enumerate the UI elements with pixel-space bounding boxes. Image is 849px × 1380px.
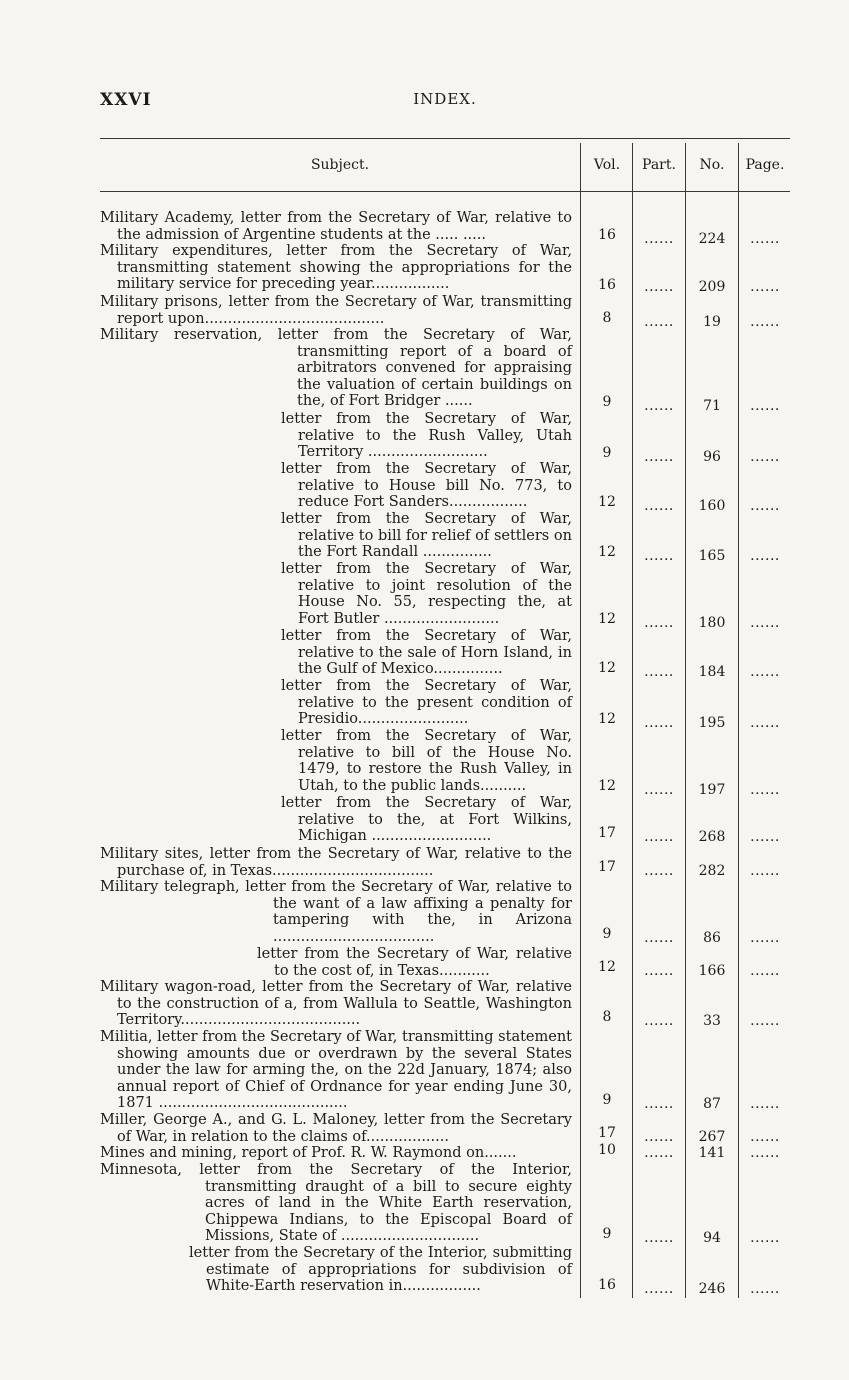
entry-part: ...... <box>644 664 674 680</box>
entry-page: ...... <box>750 1013 780 1029</box>
entry-no: 209 <box>698 279 726 295</box>
entry-page: ...... <box>750 1145 780 1161</box>
top-rule <box>100 138 790 139</box>
entry-subject: Military wagon-road, letter from the Secretary of War, relative to the construction of a, from Wallula to Seattle, Washington Territory....................................... <box>100 979 572 1029</box>
entry-page: ...... <box>750 782 780 798</box>
entry-subject: Military telegraph, letter from the Secretary of War, relative to the want of a law affixing a penalty for tampering with the, in Arizona ................................... <box>100 879 572 945</box>
entry-vol: 12 <box>598 711 616 727</box>
entry-no: 165 <box>698 548 726 564</box>
entry-page: ...... <box>750 930 780 946</box>
entry-subject: Military reservation, letter from the Secretary of War, transmitting report of a board of arbitrators convened for appraising the valuation of certain buildings on the, of Fort Bridger ...... <box>100 327 572 410</box>
entry-subject: letter from the Secretary of the Interior, submitting estimate of appropriations for subdivision of White-Earth reservation in................. <box>189 1245 572 1295</box>
entry-page: ...... <box>750 498 780 514</box>
entry-no: 94 <box>703 1230 721 1246</box>
entry-part: ...... <box>644 1129 674 1145</box>
entry-part: ...... <box>644 279 674 295</box>
entry-no: 268 <box>698 829 726 845</box>
entry-subject: Military prisons, letter from the Secretary of War, transmitting report upon....................................... <box>100 294 572 327</box>
entry-page: ...... <box>750 963 780 979</box>
column-divider <box>580 143 581 1298</box>
entry-vol: 16 <box>598 277 616 293</box>
vol-column-header: Vol. <box>593 157 621 173</box>
entry-part: ...... <box>644 498 674 514</box>
entry-page: ...... <box>750 314 780 330</box>
entry-part: ...... <box>644 1281 674 1297</box>
entry-page: ...... <box>750 449 780 465</box>
entry-vol: 16 <box>598 1277 616 1293</box>
entry-vol: 16 <box>598 227 616 243</box>
entry-part: ...... <box>644 548 674 564</box>
entry-vol: 17 <box>598 825 616 841</box>
entry-vol: 10 <box>598 1142 616 1158</box>
entry-no: 224 <box>698 231 726 247</box>
entry-no: 33 <box>703 1013 721 1029</box>
no-column-header: No. <box>699 157 725 173</box>
entry-page: ...... <box>750 829 780 845</box>
entry-subject: letter from the Secretary of War, relative to bill of the House No. 1479, to restore the Rush Valley, in Utah, to the public lands.......... <box>281 728 572 794</box>
entry-subject: Minnesota, letter from the Secretary of the Interior, transmitting draught of a bill to secure eighty acres of land in the White Earth reservation, Chippewa Indians, to the Episcopal Board of Missions, State of .............................. <box>100 1162 572 1245</box>
entry-no: 19 <box>703 314 721 330</box>
entry-part: ...... <box>644 963 674 979</box>
entry-no: 166 <box>698 963 726 979</box>
entry-page: ...... <box>750 1096 780 1112</box>
entry-part: ...... <box>644 449 674 465</box>
entry-vol: 17 <box>598 859 616 875</box>
entry-page: ...... <box>750 1230 780 1246</box>
entry-subject: Military expenditures, letter from the Secretary of War, transmitting statement showing the appropriations for the military service for preceding year................. <box>100 243 572 293</box>
entry-page: ...... <box>750 615 780 631</box>
entry-vol: 12 <box>598 778 616 794</box>
entry-part: ...... <box>644 782 674 798</box>
subject-column-header: Subject. <box>310 157 370 173</box>
entry-vol: 12 <box>598 544 616 560</box>
entry-no: 180 <box>698 615 726 631</box>
entry-page: ...... <box>750 863 780 879</box>
entry-no: 71 <box>703 398 721 414</box>
part-column-header: Part. <box>642 157 676 173</box>
entry-subject: Military sites, letter from the Secretary of War, relative to the purchase of, in Texas................................... <box>100 846 572 879</box>
entry-part: ...... <box>644 829 674 845</box>
header-bottom-rule <box>100 191 790 192</box>
entry-part: ...... <box>644 715 674 731</box>
entry-vol: 8 <box>602 1009 612 1025</box>
entry-page: ...... <box>750 664 780 680</box>
page-header <box>100 90 790 114</box>
entry-vol: 9 <box>602 445 612 461</box>
entry-subject: letter from the Secretary of War, relative to joint resolution of the House No. 55, respecting the, at Fort Butler ......................... <box>281 561 572 627</box>
entry-subject: Military Academy, letter from the Secretary of War, relative to the admission of Argentine students at the ..... ..... <box>100 210 572 243</box>
entry-page: ...... <box>750 1281 780 1297</box>
entry-vol: 9 <box>602 926 612 942</box>
page-number: XXVI <box>100 90 152 110</box>
entry-vol: 9 <box>602 1226 612 1242</box>
entry-part: ...... <box>644 1013 674 1029</box>
entry-no: 195 <box>698 715 726 731</box>
entry-no: 96 <box>703 449 721 465</box>
entry-no: 267 <box>698 1129 726 1145</box>
entry-subject: letter from the Secretary of War, relative to the present condition of Presidio........................ <box>281 678 572 728</box>
entry-page: ...... <box>750 231 780 247</box>
entry-part: ...... <box>644 930 674 946</box>
entry-part: ...... <box>644 615 674 631</box>
entry-vol: 17 <box>598 1125 616 1141</box>
entry-vol: 9 <box>602 394 612 410</box>
entry-part: ...... <box>644 314 674 330</box>
entry-subject: letter from the Secretary of War, relative to the cost of, in Texas........... <box>257 946 572 979</box>
entry-part: ...... <box>644 1145 674 1161</box>
entry-part: ...... <box>644 231 674 247</box>
entry-page: ...... <box>750 279 780 295</box>
entry-page: ...... <box>750 1129 780 1145</box>
page-column-header: Page. <box>745 157 785 173</box>
entry-no: 160 <box>698 498 726 514</box>
entry-subject: letter from the Secretary of War, relative to the, at Fort Wilkins, Michigan .......................... <box>281 795 572 845</box>
entry-no: 87 <box>703 1096 721 1112</box>
entry-part: ...... <box>644 398 674 414</box>
entry-page: ...... <box>750 715 780 731</box>
entry-subject: letter from the Secretary of War, relative to House bill No. 773, to reduce Fort Sanders................. <box>281 461 572 511</box>
entry-vol: 12 <box>598 959 616 975</box>
entry-subject: letter from the Secretary of War, relative to the Rush Valley, Utah Territory .......................... <box>281 411 572 461</box>
entry-no: 141 <box>698 1145 726 1161</box>
entry-no: 86 <box>703 930 721 946</box>
page-title: INDEX. <box>413 90 477 108</box>
entry-subject: Militia, letter from the Secretary of War, transmitting statement showing amounts due or overdrawn by the several States under the law for arming the, on the 22d January, 1874; also annual report of Chief of Ordnance for year ending June 30, 1871 ......................................... <box>100 1029 572 1112</box>
entry-no: 197 <box>698 782 726 798</box>
entry-subject: letter from the Secretary of War, relative to bill for relief of settlers on the Fort Randall ............... <box>281 511 572 561</box>
entry-vol: 9 <box>602 1092 612 1108</box>
entry-subject: Miller, George A., and G. L. Maloney, letter from the Secretary of War, in relation to the claims of.................. <box>100 1112 572 1145</box>
entry-no: 246 <box>698 1281 726 1297</box>
entry-part: ...... <box>644 1230 674 1246</box>
entry-subject: Mines and mining, report of Prof. R. W. Raymond on....... <box>100 1145 517 1161</box>
entry-part: ...... <box>644 1096 674 1112</box>
entry-vol: 12 <box>598 611 616 627</box>
entry-page: ...... <box>750 398 780 414</box>
entry-vol: 8 <box>602 310 612 326</box>
entry-vol: 12 <box>598 494 616 510</box>
entry-no: 184 <box>698 664 726 680</box>
entry-part: ...... <box>644 863 674 879</box>
entry-no: 282 <box>698 863 726 879</box>
entry-page: ...... <box>750 548 780 564</box>
entry-subject: letter from the Secretary of War, relative to the sale of Horn Island, in the Gulf of Mexico............... <box>281 628 572 678</box>
entry-vol: 12 <box>598 660 616 676</box>
